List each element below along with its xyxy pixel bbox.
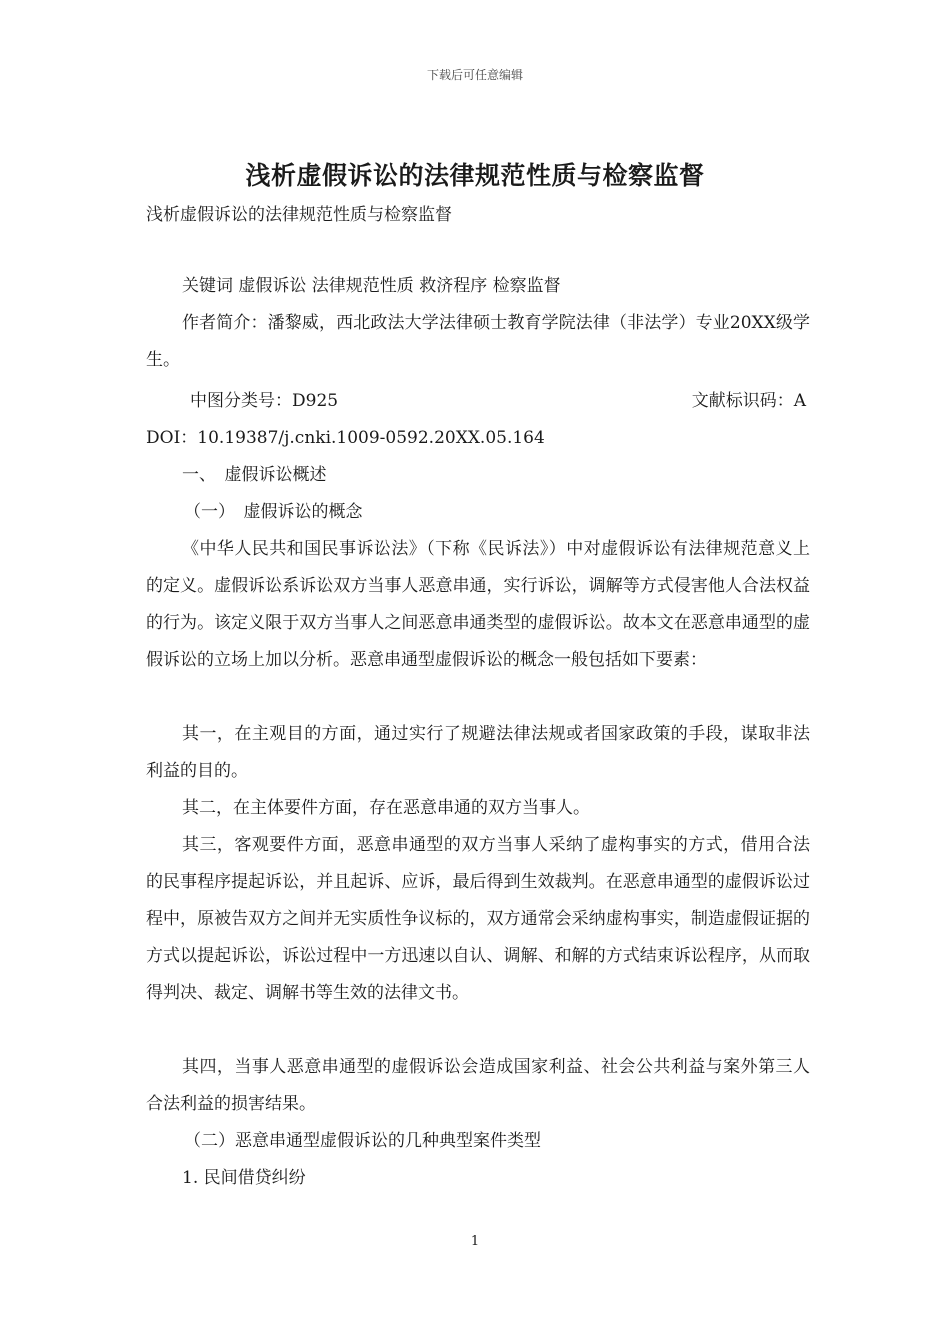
subsection-heading-2: （二）恶意串通型虚假诉讼的几种典型案件类型 [184, 1131, 541, 1151]
doi-line: DOI：10.19387/j.cnki.1009-0592.20XX.05.164 [146, 428, 545, 448]
subsection-heading-1: （一） 虚假诉讼的概念 [184, 502, 363, 522]
paragraph-element-4: 其四，当事人恶意串通型的虚假诉讼会造成国家利益、社会公共利益与案外第三人合法利益的损害结果。 [146, 1057, 810, 1114]
paragraph-element-2: 其二，在主体要件方面，存在恶意串通的双方当事人。 [182, 798, 590, 818]
document-subtitle: 浅析虚假诉讼的法律规范性质与检察监督 [146, 205, 452, 225]
classification-row [190, 383, 806, 420]
list-item-1: 1. 民间借贷纠纷 [182, 1168, 306, 1188]
paragraph-element-1: 其一，在主观目的方面，通过实行了规避法律法规或者国家政策的手段，谋取非法利益的目的。 [146, 724, 810, 781]
paragraph-concept: 《中华人民共和国民事诉讼法》（下称《民诉法》）中对虚假诉讼有法律规范意义上的定义。虚假诉讼系诉讼双方当事人恶意串通，实行诉讼，调解等方式侵害他人合法权益的行为。该定义限于双方当事人之间恶意串通类型的虚假诉讼。故本文在恶意串通型的虚假诉讼的立场上加以分析。恶意串通型虚假诉讼的概念一般包括如下要素： [146, 539, 810, 670]
document-code: 文献标识码：A [691, 391, 806, 411]
section-heading-1: 一、 虚假诉讼概述 [182, 465, 327, 485]
document-title: 浅析虚假诉讼的法律规范性质与检察监督 [245, 161, 705, 190]
keywords-line: 关键词 虚假诉讼 法律规范性质 救济程序 检察监督 [182, 276, 561, 296]
classification-number: 中图分类号：D925 [190, 391, 339, 411]
page-number: 1 [470, 1234, 480, 1249]
header-note: 下载后可任意编辑 [426, 68, 523, 82]
paragraph-element-3: 其三，客观要件方面，恶意串通型的双方当事人采纳了虚构事实的方式，借用合法的民事程序提起诉讼，并且起诉、应诉，最后得到生效裁判。在恶意串通型的虚假诉讼过程中，原被告双方之间并无实质性争议标的，双方通常会采纳虚构事实，制造虚假证据的方式以提起诉讼，诉讼过程中一方迅速以自认、调解、和解的方式结束诉讼程序，从而取得判决、裁定、调解书等生效的法律文书。 [146, 835, 810, 1003]
author-intro: 作者简介：潘黎威，西北政法大学法律硕士教育学院法律（非法学）专业20XX级学生。 [146, 313, 810, 370]
